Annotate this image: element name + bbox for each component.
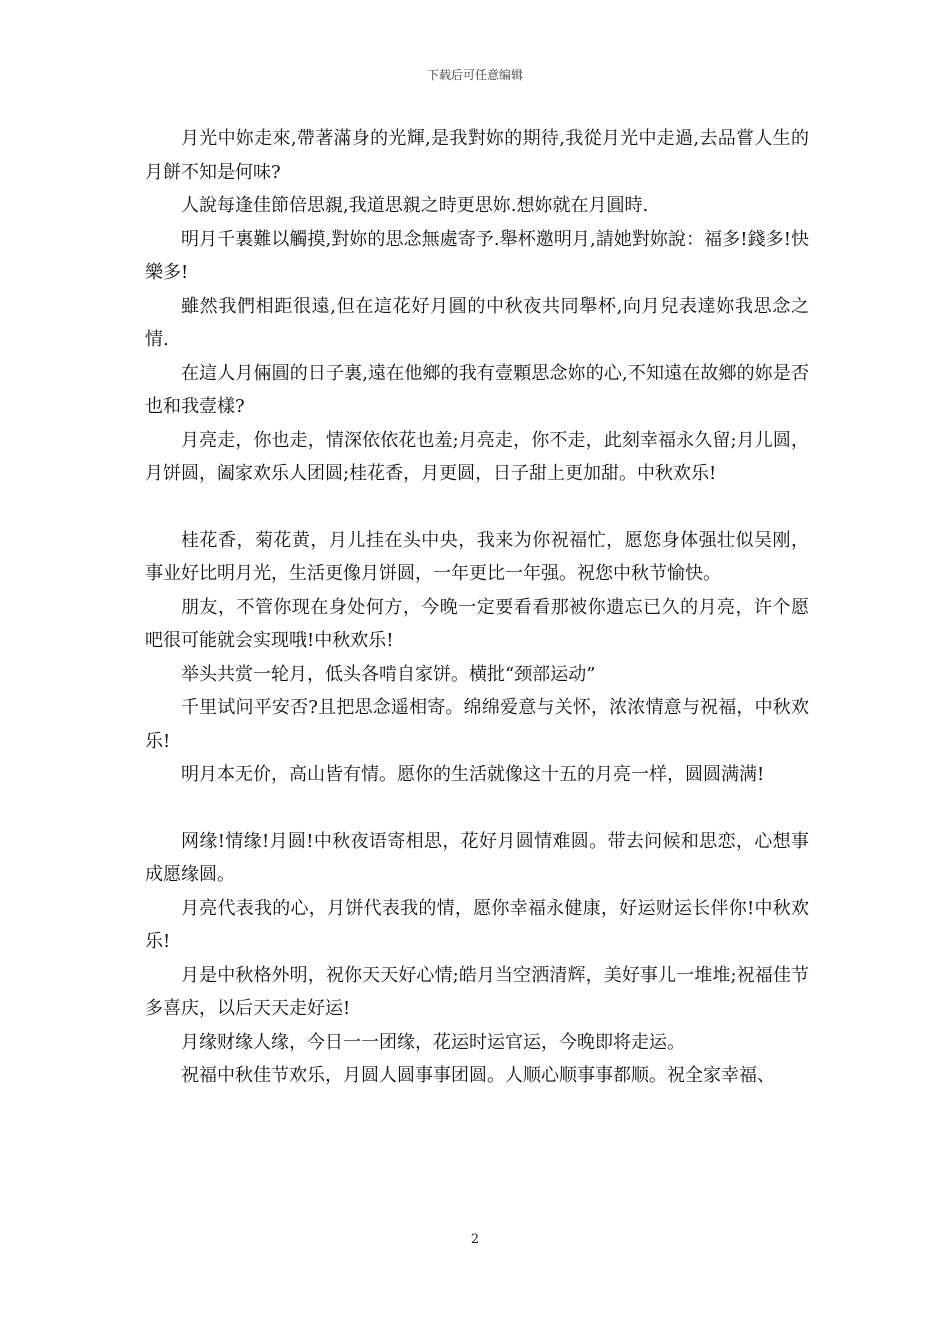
page-header: 下载后可任意编辑 (426, 68, 523, 82)
paragraph: 网缘!情缘!月圆!中秋夜语寄相思，花好月圆情难圆。带去问候和思恋，心想事成愿缘圆。 (145, 830, 809, 885)
paragraph: 月缘财缘人缘，今日一一团缘，花运时运官运，今晚即将走运。 (181, 1031, 685, 1053)
paragraph: 月亮走，你也走，情深依依花也羞;月亮走，你不走，此刻幸福永久留;月儿圆，月饼圆，阖家欢乐人团圆;桂花香，月更圆，日子甜上更加甜。中秋欢乐! (145, 429, 809, 484)
paragraph: 朋友，不管你现在身处何方，今晚一定要看看那被你遗忘已久的月亮，许个愿吧很可能就会实现哦!中秋欢乐! (145, 596, 809, 651)
paragraph: 桂花香，菊花黄，月儿挂在头中央，我来为你祝福忙，愿您身体强壮似吴刚，事业好比明月光，生活更像月饼圆，一年更比一年强。祝您中秋节愉快。 (145, 529, 809, 584)
paragraph: 雖然我們相距很遠,但在這花好月圓的中秋夜共同舉杯,向月兒表達妳我思念之情. (145, 295, 809, 350)
paragraph: 明月本无价，高山皆有情。愿你的生活就像这十五的月亮一样，圆圆满满! (181, 764, 765, 785)
paragraph: 祝福中秋佳节欢乐，月圆人圆事事团圆。人顺心顺事事都顺。祝全家幸福、 (181, 1065, 775, 1086)
page-number: 2 (470, 1232, 480, 1247)
document-body (145, 122, 809, 1093)
paragraph: 月光中妳走來,帶著滿身的光輝,是我對妳的期待,我從月光中走過,去品嘗人生的月餅不知是何味? (145, 128, 809, 183)
paragraph: 举头共赏一轮月，低头各啃自家饼。横批“颈部运动” (181, 663, 596, 685)
paragraph: 人說每逢佳節倍思親,我道思親之時更思妳.想妳就在月圓時. (181, 195, 649, 216)
paragraph: 明月千裏難以觸摸,對妳的思念無處寄予.舉杯邀明月,請她對妳說：福多!錢多!快樂多! (145, 228, 809, 283)
paragraph: 千里试问平安否?且把思念遥相寄。绵绵爱意与关怀，浓浓情意与祝福，中秋欢乐! (145, 697, 809, 752)
paragraph: 月是中秋格外明，祝你天天好心情;皓月当空洒清辉，美好事儿一堆堆;祝福佳节多喜庆，以后天天走好运! (145, 964, 809, 1019)
paragraph: 月亮代表我的心，月饼代表我的情，愿你幸福永健康，好运财运长伴你!中秋欢乐! (145, 897, 809, 952)
paragraph: 在這人月倆圓的日子裏,遠在他鄉的我有壹顆思念妳的心,不知遠在故鄉的妳是否也和我壹樣? (145, 362, 809, 417)
